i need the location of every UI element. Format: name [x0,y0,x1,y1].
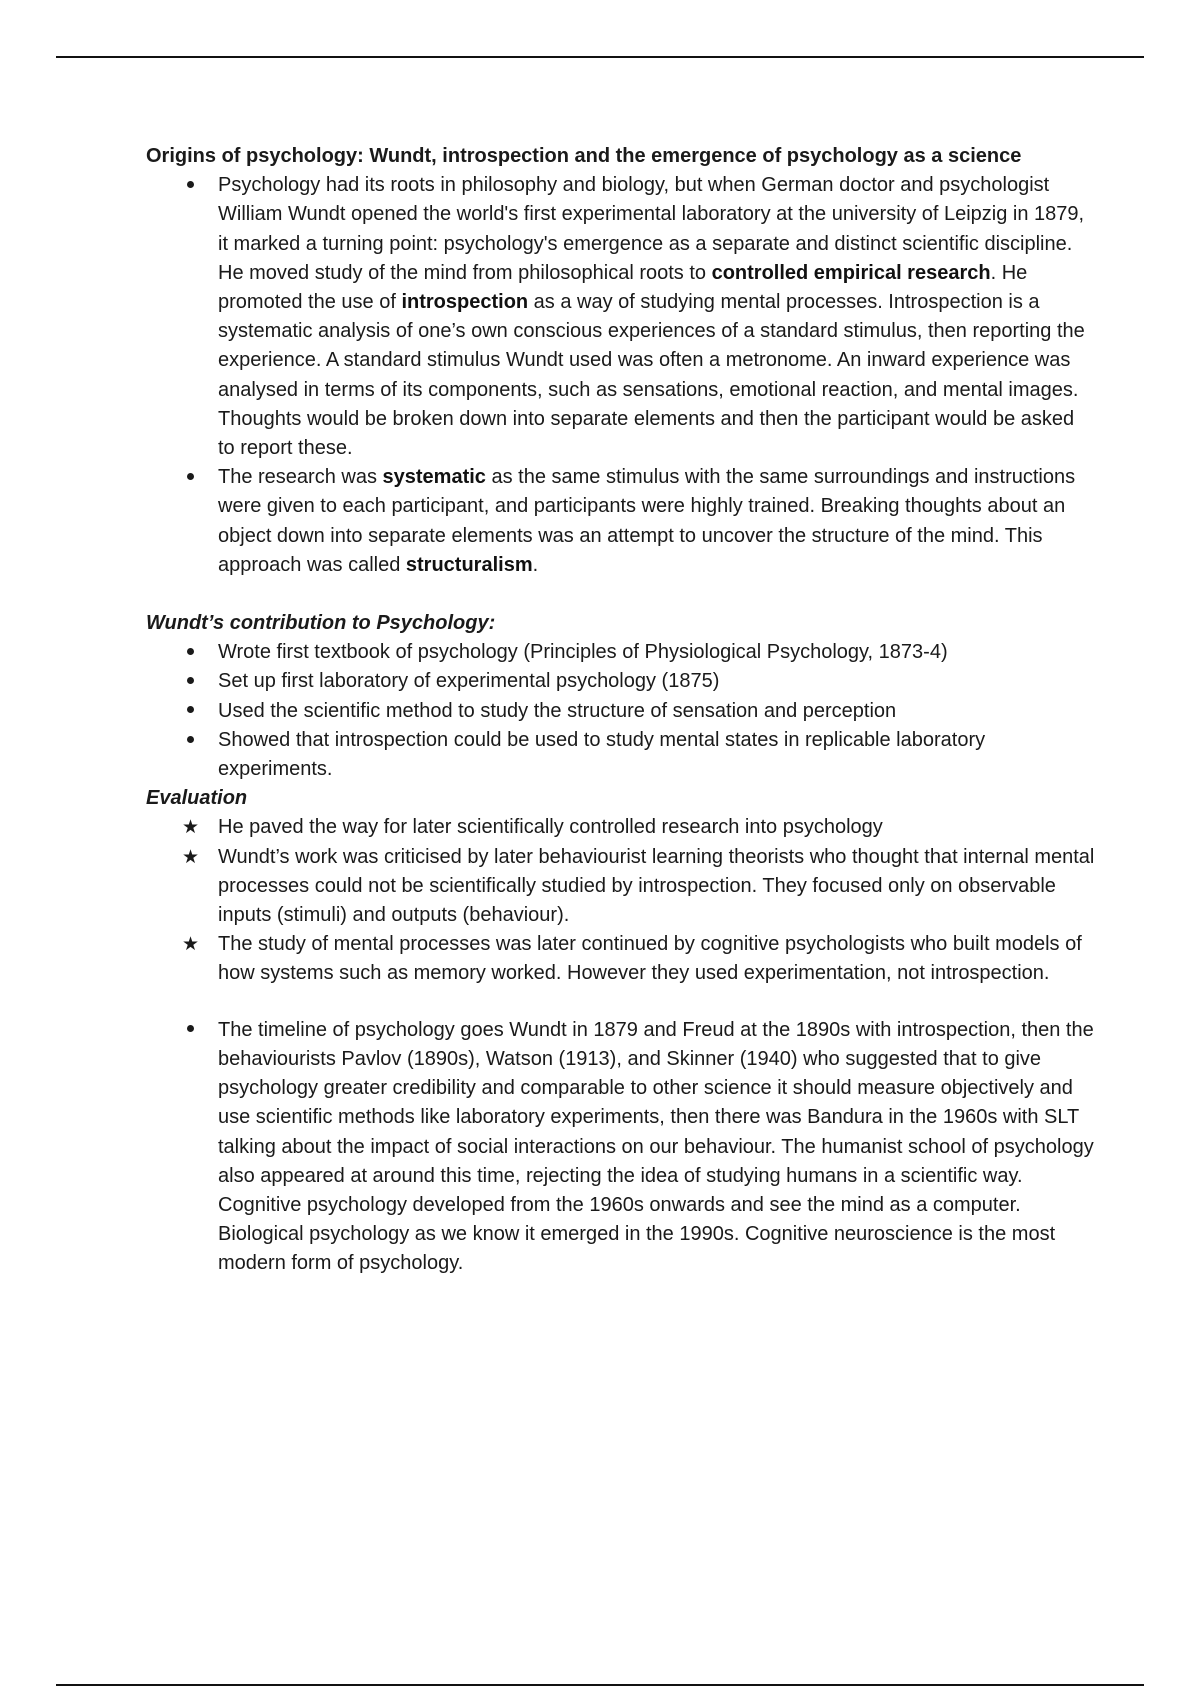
spacer [146,989,1096,1016]
bullet-dot-icon [182,697,198,726]
bottom-divider [56,1684,1144,1686]
list-item: The timeline of psychology goes Wundt in 1879 and Freud at the 1890s with introspection, then the behaviourists Pavlov (1890s), Watson (1913), and Skinner (1940) who suggested that to give psychology greater credibility and comparable to other science it should measure objectively and use scientific methods like laboratory experiments, then there was Bandura in the 1960s with SLT talking about the impact of social interactions on our behaviour. The humanist school of psychology also appeared at around this time, rejecting the idea of studying humans in a scientific way. Cognitive psychology developed from the 1960s onwards and see the mind as a computer. Biological psychology as we know it emerged in the 1990s. Cognitive neuroscience is the most modern form of psychology. [218,1016,1096,1279]
star-bullet-icon: ★ [182,934,200,956]
list-item: Used the scientific method to study the structure of sensation and perception [218,697,1096,726]
spacer [146,580,1096,609]
document-body [146,142,1096,1279]
list-item: Showed that introspection could be used to study mental states in replicable laboratory experiments. [218,726,1096,784]
document-title: Origins of psychology: Wundt, introspection and the emergence of psychology as a science [146,145,1022,167]
intro-bullet-list [146,171,1096,580]
bullet-dot-icon [182,1016,198,1045]
evaluation-heading: Evaluation [146,787,248,810]
timeline-list [146,1016,1096,1279]
list-item: ★ He paved the way for later scientifically controlled research into psychology [218,813,1096,842]
bullet-dot-icon [182,463,198,492]
list-item: The research was systematic as the same stimulus with the same surroundings and instructions were given to each participant, and participants were highly trained. Breaking thoughts about an object down into separate elements was an attempt to uncover the structure of the mind. This approach was called structuralism. [218,463,1096,580]
list-item: Set up first laboratory of experimental psychology (1875) [218,667,1096,696]
bullet-dot-icon [182,667,198,696]
bullet-dot-icon [182,638,198,667]
list-item: ★ The study of mental processes was later continued by cognitive psychologists who built models of how systems such as memory worked. However they used experimentation, not introspection. [218,930,1096,988]
list-item: Psychology had its roots in philosophy and biology, but when German doctor and psychologist William Wundt opened the world's first experimental laboratory at the university of Leipzig in 1879, it marked a turning point: psychology's emergence as a separate and distinct scientific discipline. He moved study of the mind from philosophical roots to controlled empirical research. He promoted the use of introspection as a way of studying mental processes. Introspection is a systematic analysis of one’s own conscious experiences of a standard stimulus, then reporting the experience. A standard stimulus Wundt used was often a metronome. An inward experience was analysed in terms of its components, such as sensations, emotional reaction, and mental images. Thoughts would be broken down into separate elements and then the participant would be asked to report these. [218,171,1096,463]
bullet-dot-icon [182,726,198,755]
contribution-list [146,638,1096,784]
contribution-heading: Wundt’s contribution to Psychology: [146,612,496,635]
star-bullet-icon: ★ [182,817,200,839]
star-bullet-icon: ★ [182,846,200,868]
bullet-dot-icon [182,171,198,200]
evaluation-list [146,813,1096,988]
top-divider [56,56,1144,58]
list-item: ★ Wundt’s work was criticised by later behaviourist learning theorists who thought that internal mental processes could not be scientifically studied by introspection. They focused only on observable inputs (stimuli) and outputs (behaviour). [218,843,1096,931]
list-item: Wrote first textbook of psychology (Principles of Physiological Psychology, 1873-4) [218,638,1096,667]
